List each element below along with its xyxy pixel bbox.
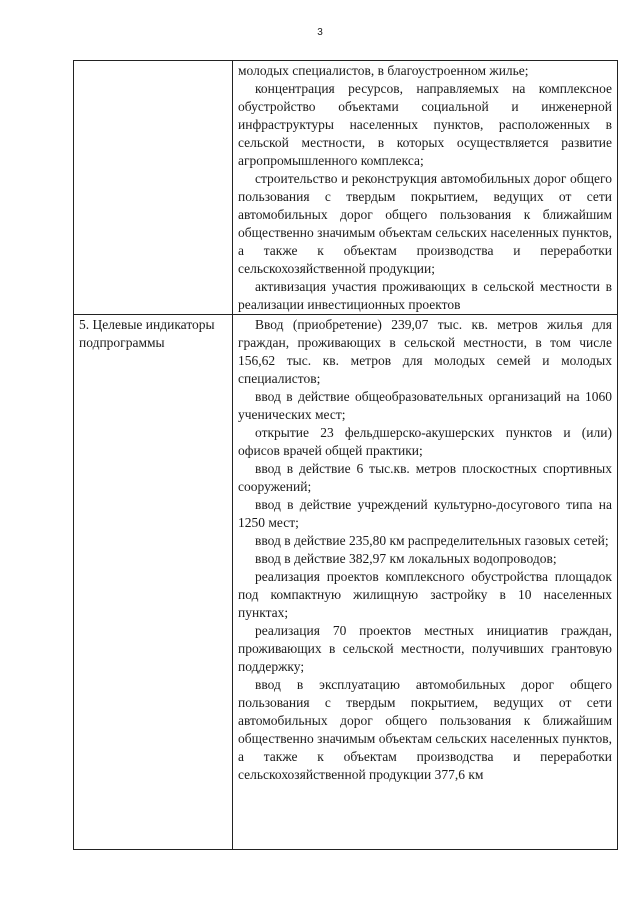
paragraph: строительство и реконструкция автомобильных дорог общего пользования с твердым покрытием, ведущих от сети автомобильных дорог общего пользования к ближайшим общественно значимым объектам сельских населенных пунктов, а также к объектам производства и переработки сельскохозяйственной продукции; bbox=[238, 171, 612, 276]
paragraph: реализация проектов комплексного обустройства площадок под компактную жилищную застройку в 10 населенных пунктах; bbox=[238, 569, 612, 620]
program-table bbox=[73, 60, 618, 850]
paragraph: молодых специалистов, в благоустроенном жилье; bbox=[238, 63, 529, 78]
paragraph: концентрация ресурсов, направляемых на комплексное обустройство объектами социальной и инженерной инфраструктуры населенных пунктов, расположенных в сельской местности, в которых осуществляется развитие агропромышленного комплекса; bbox=[238, 81, 612, 168]
table-cell-content bbox=[233, 315, 618, 850]
table-row bbox=[74, 61, 618, 315]
paragraph: активизация участия проживающих в сельской местности в реализации инвестиционных проектов bbox=[238, 279, 612, 312]
table-cell-content bbox=[233, 61, 618, 315]
row-label-target-indicators: 5. Целевые индикаторы подпрограммы bbox=[79, 317, 215, 350]
paragraph: ввод в действие учреждений культурно-досугового типа на 1250 мест; bbox=[238, 497, 612, 530]
paragraph: реализация 70 проектов местных инициатив граждан, проживающих в сельской местности, получивших грантовую поддержку; bbox=[238, 623, 612, 674]
paragraph: ввод в действие 6 тыс.кв. метров плоскостных спортивных сооружений; bbox=[238, 461, 612, 494]
paragraph: Ввод (приобретение) 239,07 тыс. кв. метров жилья для граждан, проживающих в сельской местности, в том числе 156,62 тыс. кв. метров для молодых семей и молодых специалистов; bbox=[238, 317, 612, 386]
paragraph: открытие 23 фельдшерско-акушерских пунктов и (или) офисов врачей общей практики; bbox=[238, 425, 612, 458]
paragraph: ввод в действие 235,80 км распределительных газовых сетей; bbox=[255, 533, 609, 548]
table-cell-label bbox=[74, 315, 233, 850]
table-cell-label bbox=[74, 61, 233, 315]
paragraph: ввод в эксплуатацию автомобильных дорог общего пользования с твердым покрытием, ведущих от сети автомобильных дорог общего пользования к ближайшим общественно значимым объектам сельских населенных пунктов, а также к объектам производства и переработки сельскохозяйственной продукции 377,6 км bbox=[238, 677, 612, 782]
paragraph: ввод в действие общеобразовательных организаций на 1060 ученических мест; bbox=[238, 389, 612, 422]
table-row bbox=[74, 315, 618, 850]
paragraph: ввод в действие 382,97 км локальных водопроводов; bbox=[255, 551, 557, 566]
page-number: 3 bbox=[317, 27, 323, 38]
